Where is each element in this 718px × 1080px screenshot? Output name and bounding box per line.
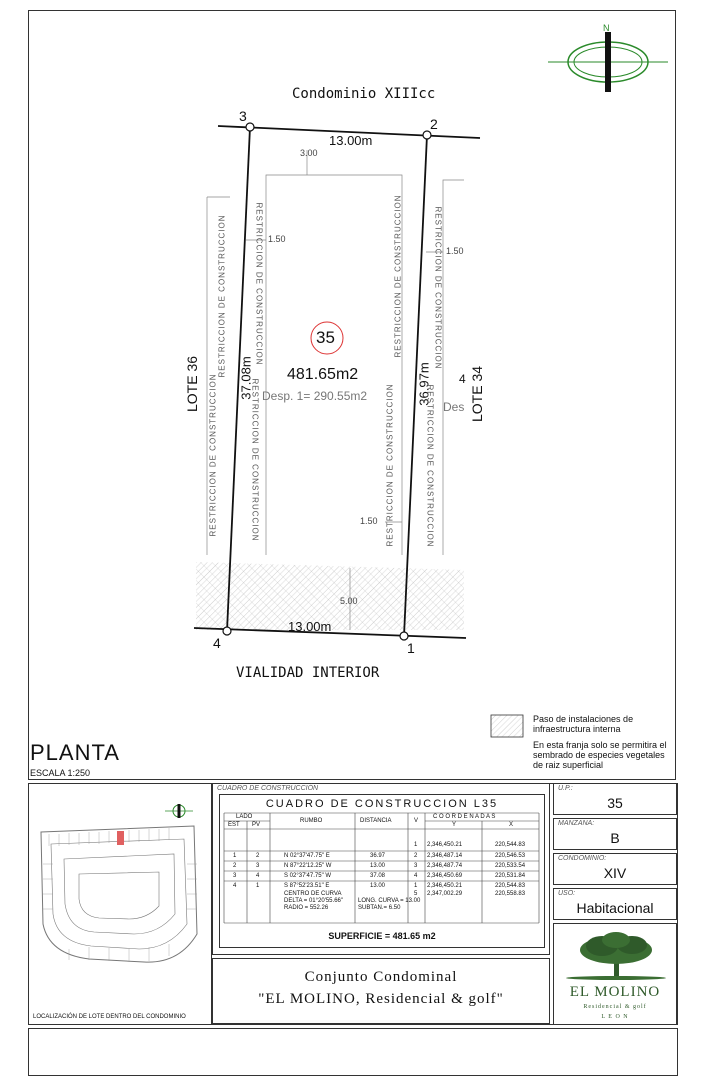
vertex-marker-4 xyxy=(223,627,231,635)
table-cell: 36.97 xyxy=(370,853,386,859)
location-map xyxy=(29,784,213,1004)
vertex-marker-1 xyxy=(400,632,408,640)
table-cell: 1 xyxy=(414,842,418,848)
header-lado: LADO xyxy=(236,814,253,820)
curve-radio: RADIO = 552.26 xyxy=(284,905,329,911)
header-distancia: DISTANCIA xyxy=(360,818,392,824)
info-condominio: CONDOMINIO: XIV xyxy=(553,853,677,885)
table-cell: 1 xyxy=(233,853,237,859)
lot-number: 35 xyxy=(316,328,335,347)
info-manzana: MANZANA: B xyxy=(553,818,677,850)
curve-centro: CENTRO DE CURVA xyxy=(284,891,342,897)
restriction-label: RESTRICCION DE CONSTRUCCION xyxy=(425,384,435,548)
vertex-label-3: 3 xyxy=(239,108,247,124)
table-cell: 3 xyxy=(233,873,237,879)
vertex-marker-2 xyxy=(423,131,431,139)
restriction-label: RESTRICCION DE CONSTRUCCION xyxy=(208,373,218,537)
tree-logo-icon xyxy=(562,926,670,982)
setback-right: 1.50 xyxy=(446,246,464,256)
left-lot-label: LOTE 36 xyxy=(184,355,200,413)
right-lot-label: LOTE 34 xyxy=(469,365,485,423)
uso-value: Habitacional xyxy=(576,900,654,916)
up-value: 35 xyxy=(607,795,623,811)
table-cell: 4 xyxy=(414,873,418,879)
table-cell: 3 xyxy=(414,863,418,869)
logo-tagline: Residencial & golf xyxy=(583,1004,647,1010)
restriction-label: RESTRICCION DE CONSTRUCCION xyxy=(250,378,260,542)
table-cell: 37.08 xyxy=(370,873,386,879)
table-cell: 13.00 xyxy=(370,863,386,869)
table-cell: 2 xyxy=(414,853,418,859)
table-cell: 3 xyxy=(256,863,260,869)
table-cell: N 02°37'47.75" E xyxy=(284,853,330,859)
plan-scale: ESCALA 1:250 xyxy=(30,768,91,778)
top-length-label: 13.00m xyxy=(329,133,373,148)
table-cell: 220,546.53 xyxy=(495,853,526,859)
curve-subtan: SUBTAN.= 6.50 xyxy=(358,905,401,911)
setback-bottom: 5.00 xyxy=(340,596,358,606)
project-line-2: "EL MOLINO, Residencial & golf" xyxy=(258,991,504,1007)
road-label: VIALIDAD INTERIOR xyxy=(236,665,380,681)
project-line-1: Conjunto Condominal xyxy=(304,969,458,985)
table-cell: 220,533.54 xyxy=(495,863,526,869)
curve-delta: DELTA = 01°20'55.66" xyxy=(284,898,343,904)
north-arrow-icon xyxy=(548,32,668,92)
table-cell: 2,346,450.69 xyxy=(427,873,463,879)
vertex-marker-3 xyxy=(246,123,254,131)
table-cell: N 87°22'12.25" W xyxy=(284,863,332,869)
restriction-label: RESTRICCION DE CONSTRUCCION xyxy=(393,194,403,358)
project-name-panel xyxy=(212,958,550,1024)
legend-hatch-text: Paso de instalaciones de infraestructura interna xyxy=(533,714,634,734)
table-cell: 2,346,487.74 xyxy=(427,863,463,869)
table-cell: 4 xyxy=(233,883,237,889)
table-cell: 2 xyxy=(256,853,260,859)
logo-name: EL MOLINO xyxy=(569,984,661,1000)
table-title: CUADRO DE CONSTRUCCION L35 xyxy=(265,798,499,810)
condominio-value: XIV xyxy=(603,865,627,881)
right-length-label: 36.97m xyxy=(416,362,432,406)
legend-note-text: En esta franja solo se permitira el sembrado de especies vegetales de raiz superficial xyxy=(533,740,667,770)
header-est: EST xyxy=(228,822,240,828)
lot-area: 481.65m2 xyxy=(287,366,359,383)
setback-right-lower: 1.50 xyxy=(360,516,378,526)
logo-city: L E O N xyxy=(601,1014,629,1020)
table-cell: 2 xyxy=(233,863,237,869)
table-cell: 13.00 xyxy=(370,883,386,889)
header-coordenadas: C O O R D E N A D A S xyxy=(433,814,496,820)
left-length-label: 37.08m xyxy=(238,356,254,400)
lot-desp: Desp. 1= 290.55m2 xyxy=(262,389,368,403)
legend-hatch-swatch xyxy=(491,715,523,737)
table-cell: 4 xyxy=(256,873,260,879)
table-cell: 1 xyxy=(256,883,260,889)
compass-icon xyxy=(165,804,193,818)
table-cell: S 87°52'23.51" E xyxy=(284,883,330,889)
header-pv: PV xyxy=(252,822,261,828)
curve-y5: 2,347,002.29 xyxy=(427,891,463,897)
table-cell: 220,544.83 xyxy=(495,883,526,889)
curve-x5: 220,558.83 xyxy=(495,891,526,897)
current-lot-marker xyxy=(117,831,124,845)
curve-long: LONG. CURVA = 13.00 xyxy=(358,898,421,904)
header-rumbo: RUMBO xyxy=(300,818,323,824)
top-neighbor-label: Condominio XIIIcc xyxy=(292,86,436,102)
table-cell: 1 xyxy=(414,883,418,889)
header-y: Y xyxy=(452,822,457,828)
restriction-label: RESTRICCION DE CONSTRUCCION xyxy=(385,383,395,547)
plan-title: PLANTA xyxy=(30,740,120,765)
table-cell: 2,346,487.14 xyxy=(427,853,463,859)
bottom-length-label: 13.00m xyxy=(288,619,332,634)
location-map-panel xyxy=(28,783,212,1025)
table-caption: CUADRO DE CONSTRUCCIÓN xyxy=(217,785,319,792)
north-label: N xyxy=(603,23,610,33)
info-uso: USO: Habitacional xyxy=(553,888,677,920)
table-cell: 220,531.84 xyxy=(495,873,526,879)
notes-box xyxy=(28,1028,678,1076)
header-x: X xyxy=(509,822,514,828)
right-lot-fragment: 4 xyxy=(459,372,466,386)
manzana-value: B xyxy=(610,830,620,846)
location-caption: LOCALIZACIÓN DE LOTE DENTRO DEL CONDOMINIO xyxy=(33,1014,186,1020)
table-cell: 2,346,450.21 xyxy=(427,883,463,889)
restriction-label: RESTRICCION DE CONSTRUCCION xyxy=(254,202,264,366)
header-v: V xyxy=(414,818,419,824)
vertex-label-1: 1 xyxy=(407,640,415,656)
info-up: U.P.: 35 xyxy=(553,783,677,815)
table-cell: 220,544.83 xyxy=(495,842,526,848)
setback-top: 3.00 xyxy=(300,148,318,158)
table-cell: S 02°37'47.75" W xyxy=(284,873,332,879)
lot-desp-fragment: Des xyxy=(443,400,465,414)
logo-panel xyxy=(553,923,677,1025)
vertex-label-2: 2 xyxy=(430,116,438,132)
construction-table-panel xyxy=(212,783,550,955)
table-cell: 2,346,450.21 xyxy=(427,842,463,848)
restriction-label: RESTRICCION DE CONSTRUCCION xyxy=(217,214,227,378)
vertex-label-4: 4 xyxy=(213,635,221,651)
curve-v5: 5 xyxy=(414,891,418,897)
setback-left: 1.50 xyxy=(268,234,286,244)
superficie-total: SUPERFICIE = 481.65 m2 xyxy=(328,931,436,941)
restriction-label: RESTRICCION DE CONSTRUCCION xyxy=(433,206,443,370)
